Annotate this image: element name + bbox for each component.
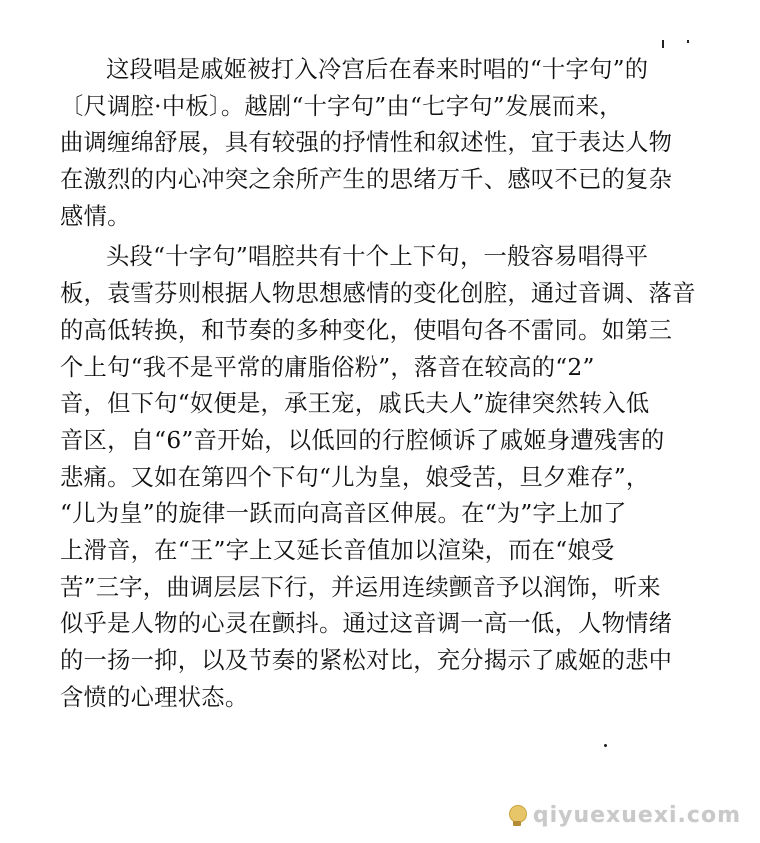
scan-speck <box>687 40 689 43</box>
paragraph-2-line-13: 含愤的心理状态。 <box>60 683 249 711</box>
paragraph-2-line-1: 头段“十字句”唱腔共有十个上下句，一般容易唱得平 <box>106 243 649 271</box>
paragraph-2-line-11: 似乎是人物的心灵在颤抖。通过这音调一高一低，人物情绪 <box>60 610 673 638</box>
paragraph-1-line-4: 在激烈的内心冲突之余所产生的思绪万千、感叹不已的复杂 <box>60 166 673 194</box>
paragraph-1-line-3: 曲调缠绵舒展，具有较强的抒情性和叙述性，宜于表达人物 <box>60 129 673 157</box>
paragraph-2-line-12: 的一扬一抑，以及节奏的紧松对比，充分揭示了戚姬的悲中 <box>60 647 673 674</box>
paragraph-2-line-5: 音，但下句“奴便是，承王宠，戚氏夫人”旋律突然转入低 <box>60 390 650 418</box>
paragraph-2-line-8: “儿为皇”的旋律一跃而向高音区伸展。在“为”字上加了 <box>60 500 627 528</box>
scan-speck <box>604 744 607 747</box>
paragraph-1-line-1: 这段唱是戚姬被打入冷宫后在春来时唱的“十字句”的 <box>106 56 649 83</box>
paragraph-2-line-9: 上滑音，在“王”字上又延长音值加以渲染，而在“娘受 <box>60 536 615 564</box>
paragraph-1-line-5: 感情。 <box>60 202 131 230</box>
paragraph-2-line-7: 悲痛。又如在第四个下句“儿为皇，娘受苦，旦夕难存”， <box>60 463 650 491</box>
paragraph-2-line-4: 个上句“我不是平常的庸脂俗粉”，落音在较高的“2” <box>60 353 595 381</box>
scan-speck <box>662 40 664 48</box>
article-body <box>60 52 726 716</box>
watermark-text: qiyuexuexi.com <box>532 803 741 828</box>
paragraph-2-line-3: 的高低转换，和节奏的多种变化，使唱句各不雷同。如第三 <box>60 316 673 344</box>
paragraph-1-line-2: 〔尺调腔·中板〕。越剧“十字句”由“七字句”发展而来， <box>60 92 623 120</box>
paragraph-2-line-6: 音区，自“6”音开始，以低回的行腔倾诉了戚姬身遭残害的 <box>60 426 665 454</box>
site-watermark <box>507 803 741 828</box>
lightbulb-icon <box>507 805 527 827</box>
paragraph-2-line-2: 板，袁雪芬则根据人物思想感情的变化创腔，通过音调、落音 <box>60 280 696 308</box>
paragraph-2-line-10: 苦”三字，曲调层层下行，并运用连续颤音予以润饰，听来 <box>60 573 661 601</box>
